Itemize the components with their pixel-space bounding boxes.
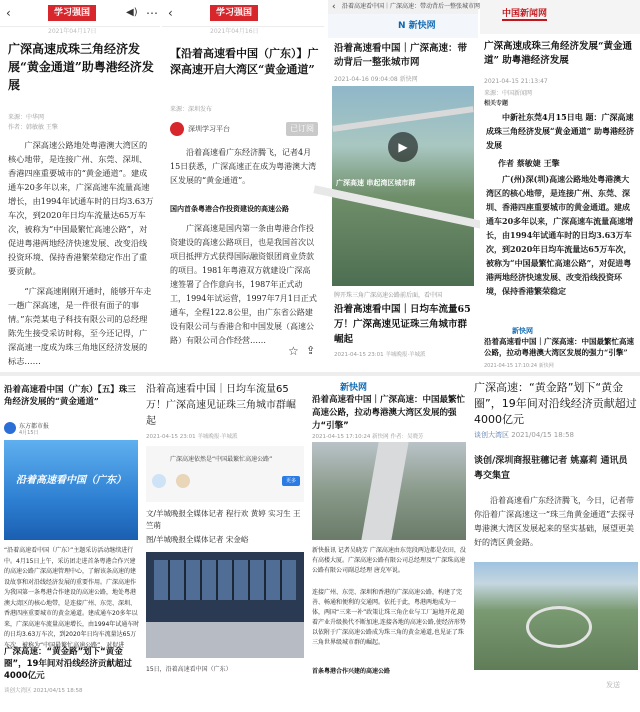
site-banner xyxy=(480,0,640,34)
article-source: 来源：深圳发布 xyxy=(170,106,213,113)
article-body: 沿着高速看广东经济腾飞，今日，记者带你沿着广深高速这一“珠三角黄金通道”去探寻粤港澳大湾区发展起来的坚实基础，展望更美好的湾区黄金路。 xyxy=(474,496,635,547)
article-card-2 xyxy=(162,0,324,372)
control-room-photo xyxy=(146,552,304,658)
site-logo-2: 新快网 xyxy=(512,327,533,335)
section-subhead: 首条粤港合作兴建的高速公路 xyxy=(312,668,391,675)
article-date: 2021-04-15 23:01 羊城晚报·羊城派 xyxy=(146,434,238,440)
header-date: 2021年04月16日 xyxy=(210,28,259,35)
article-date-2: 2021-04-15 23:01 羊城晚报·羊城派 xyxy=(334,352,426,358)
article-card-4 xyxy=(480,0,640,372)
header-title: 沿着高速看中国｜广深高速：带动背后一整张城市网 xyxy=(342,3,481,10)
article-body xyxy=(8,138,154,374)
banner-text: 沿着高速看中国（广东） xyxy=(16,475,126,486)
account-name: 东方都市报 xyxy=(19,423,50,430)
paragraph: 广深高速公路地处粤港澳大湾区的核心地带，是连接广州、东莞、深圳、香港四座重要城市的“黄金通道”。建成通车20多年以来，广深高速车流量高速增长，由1994年试通车时的日均3.63万车次，到2020年日均车流量达65万车次，被称为“中国最繁忙高速公路”，对促进粤港两地经济快速发展、改变沿线投资环境、保持香港繁荣稳定作出了重要贡献。 xyxy=(8,140,154,276)
article-title: 广深高速成珠三角经济发展“黄金通道”助粤港经济发展 xyxy=(8,42,154,92)
account-date: 4月15日 xyxy=(19,430,39,436)
article-card-3 xyxy=(328,0,481,372)
article-body: “沿着高速看中国（广东）”主题采访活动继续进行中。4月15日上午，采访团走进首条粤港合作兴建的高速公路广深高速管理中心，了解该条高速的建设故事和对沿线经济发展的重要作用。广深高速作为我国第一条粤港合作建设的高速公路，地处粤港澳大湾区的核心地带，是连接广州、东莞、深圳、香港四座重要城市的黄金通道。建成通车20多年以来，广深高速车流量高速增长，由1994年试通车时的日均3.63万车次，到2020年日均车流量达65万车次，被称为“中国最繁忙高速公路”，对促进 xyxy=(4,547,140,649)
app-header xyxy=(328,0,481,14)
paragraph: 广深高速是国内第一条由粤港合作投资建设的高速公路项目，也是我国首次以项目抵押方式获得国际融资银团商业贷款的项目。1981年粤港双方就建设广深高速签署了合作意向书，1987年正式动工，1994年试运营，1997年7月1日正式通车，全程122.8公里，由广东省公路建设有限公司与香港合和中国发展（高速公路）有限公司合作经营…… xyxy=(170,224,317,345)
article-title-2: 广深高速：“黄金路”划下“黄金圈”，19年间对沿线经济贡献超过4000亿元 xyxy=(4,647,132,681)
app-logo: 学习强国 xyxy=(48,5,96,21)
video-thumbnail[interactable] xyxy=(332,86,474,286)
site-logo: N 新快网 xyxy=(398,21,436,31)
site-logo: 新快网 xyxy=(340,383,368,393)
site-banner xyxy=(328,14,478,38)
more-icon[interactable]: ⋯ xyxy=(146,6,158,20)
highway-aerial-photo xyxy=(312,442,466,540)
section-subhead: 国内首条粤港合作投资建设的高速公路 xyxy=(170,204,289,213)
article-body: 广(州)深(圳)高速公路地处粤港澳大湾区的核心地带，是连接广州、东莞、深圳、香港四座重要城市的黄金通道。建成通车20多年以来，广深高速车流量高速增长，由1994年试通车时的日均3.63万车次，到2020年日均车流量达65万车次，被称为“中国最繁忙高速公路”，对促进粤港两地经济快速发展、改变沿线投资环境，保持香港繁荣稳定 xyxy=(486,174,634,296)
send-button[interactable]: 发送 xyxy=(606,681,620,689)
video-caption: 广深高速 串起湾区城市群 xyxy=(336,179,416,187)
photo-caption: 15日，沿着高速看中国（广东） xyxy=(146,666,232,673)
article-body: 新快报讯 记者吴晓芳 广深高速由东莞段两边都是农田，没有高楼大厦。广深高速公路有限公司总经理及“广深珠高速公路有限公司副总经理 唐克军说。 xyxy=(312,547,466,574)
article-title: 沿着高速看中国｜广深高速：带动背后一整张城市网 xyxy=(334,43,468,68)
back-icon[interactable]: ‹ xyxy=(332,2,336,12)
photo-credit: 图/羊城晚报全媒体记者 宋金峪 xyxy=(146,535,249,544)
article-lead: 中新社东莞4月15日电 题：广深高速成珠三角经济发展“黄金通道” 助粤港经济发展 xyxy=(486,112,634,150)
article-title: 广深高速成珠三角经济发展“黄金通道” 助粤港经济发展 xyxy=(484,41,632,66)
more-button[interactable]: 更多 xyxy=(282,476,300,486)
article-source: 来源：中华网 xyxy=(8,114,45,121)
article-card-5 xyxy=(0,376,142,712)
article-title-2: 沿着高速看中国｜广深高速：中国最繁忙高速公路，拉动粤港澳大湾区发展的强力“引擎” xyxy=(484,337,634,357)
account-avatar xyxy=(4,422,16,434)
interchange-loop xyxy=(526,606,592,648)
quote-head: 广深高速依然是“中国最繁忙高速公路” xyxy=(170,456,273,463)
article-title: 【沿着高速看中国（广东）】广深高速开启大湾区“黄金通道” xyxy=(170,47,319,76)
share-icon[interactable]: ⇪ xyxy=(306,344,316,357)
highway-overpass xyxy=(332,106,473,132)
publisher-name: 深圳学习平台 xyxy=(188,125,230,133)
article-body-2 xyxy=(170,222,318,345)
screen-wall xyxy=(154,560,296,600)
article-date: 2021-04-15 21:13:47 xyxy=(484,78,548,85)
article-card-8 xyxy=(470,376,640,712)
article-title: 沿着高速看中国｜广深高速：中国最繁忙高速公路，拉动粤港澳大湾区发展的强力“引擎” xyxy=(312,395,466,431)
article-meta: 谈创大湾区 2021/04/15 18:58 xyxy=(474,431,574,439)
article-card-6 xyxy=(144,376,306,712)
app-header xyxy=(162,0,324,27)
follow-button[interactable]: 已订阅 xyxy=(286,122,318,136)
paragraph: “广深高速刚刚开通时，能够开车走一趟广深高速，是一件很有面子的事情。”东莞某电子科技有限公司的总经理陈先生接受采访时称，至今还记得，广深高速一度成为珠三角地区经济发展的标志…… xyxy=(8,286,152,366)
article-card-7 xyxy=(308,376,468,712)
star-icon[interactable]: ☆ xyxy=(288,344,299,358)
article-date-2: 谈创大湾区 2021/04/15 18:58 xyxy=(4,688,83,694)
topic-tag[interactable]: 相关专题 xyxy=(484,100,509,107)
article-byline: 文/羊城晚报全媒体记者 程行欢 黄婷 实习生 王竺萌 xyxy=(146,509,301,530)
header-date: 2021年04月17日 xyxy=(48,28,97,35)
app-logo: 学习强国 xyxy=(210,5,258,21)
article-card-1 xyxy=(0,0,160,372)
article-body-2: 连接广州、东莞、深圳和香港的广深高速公路，构建了完善、畅通和便利的交通网。依托于此，粤港两地成为一体，两国“三来一补”政策让珠三角企业与工厂遍地开花,随着产业升级换代不断加速,连接各地的高速公路,使经济形势以依附于广深高速公路成为珠三角的黄金通道,也见证了珠三角世界级城市群的崛起。 xyxy=(312,589,466,646)
paragraph: 沿着高速看广东经济腾飞，记者4月15日获悉，广深高速正在成为粤港澳大湾区发展的“黄金通道”。 xyxy=(170,148,317,185)
back-icon[interactable]: ‹ xyxy=(168,6,173,20)
article-body xyxy=(170,146,318,194)
highway-road xyxy=(361,442,408,540)
avatar xyxy=(176,474,190,488)
article-date: 2021-04-16 09:04:08 新快网 xyxy=(334,76,418,83)
quote-card xyxy=(146,446,304,502)
app-header xyxy=(0,0,160,27)
publisher-avatar xyxy=(170,122,184,136)
article-title-2: 沿着高速看中国｜日均车流量65万！广深高速见证珠三角城市群崛起 xyxy=(334,304,471,345)
play-button[interactable]: ▶ xyxy=(388,132,418,162)
article-date: 2021-04-15 17:10:24 新快网 作者：吴晓芳 xyxy=(312,434,424,440)
article-date-2: 2021-04-15 17:10:24 新快网 xyxy=(484,363,554,369)
article-author: 作者 蔡敏婕 王擎 xyxy=(498,158,560,168)
article-author: 作者：韩敏敏 王擎 xyxy=(8,124,58,131)
site-logo: 中国新闻网 xyxy=(502,6,547,21)
article-title: 沿着高速看中国（广东）【五】珠三角经济发展的“黄金通道” xyxy=(4,385,136,407)
speaker-icon[interactable]: ◀) xyxy=(126,7,138,18)
article-title: 沿着高速看中国｜日均车流量65万！广深高速见证珠三角城市群崛起 xyxy=(146,384,296,427)
desk xyxy=(146,622,304,658)
article-lead: 谈创/深圳商报驻穗记者 姚嘉莉 通讯员 粤交集宣 xyxy=(474,456,628,481)
avatar xyxy=(152,474,166,488)
image-caption: 牌开珠三角广深高速公路前后面，看中国 xyxy=(334,292,443,299)
back-icon[interactable]: ‹ xyxy=(6,6,11,20)
banner-image xyxy=(4,440,138,540)
interchange-aerial-photo xyxy=(474,562,638,670)
article-source: 来源：中国新闻网 xyxy=(484,90,533,97)
article-title: 广深高速：“黄金路”划下“黄金圈”，19年间对沿线经济贡献超过4000亿元 xyxy=(474,381,637,426)
